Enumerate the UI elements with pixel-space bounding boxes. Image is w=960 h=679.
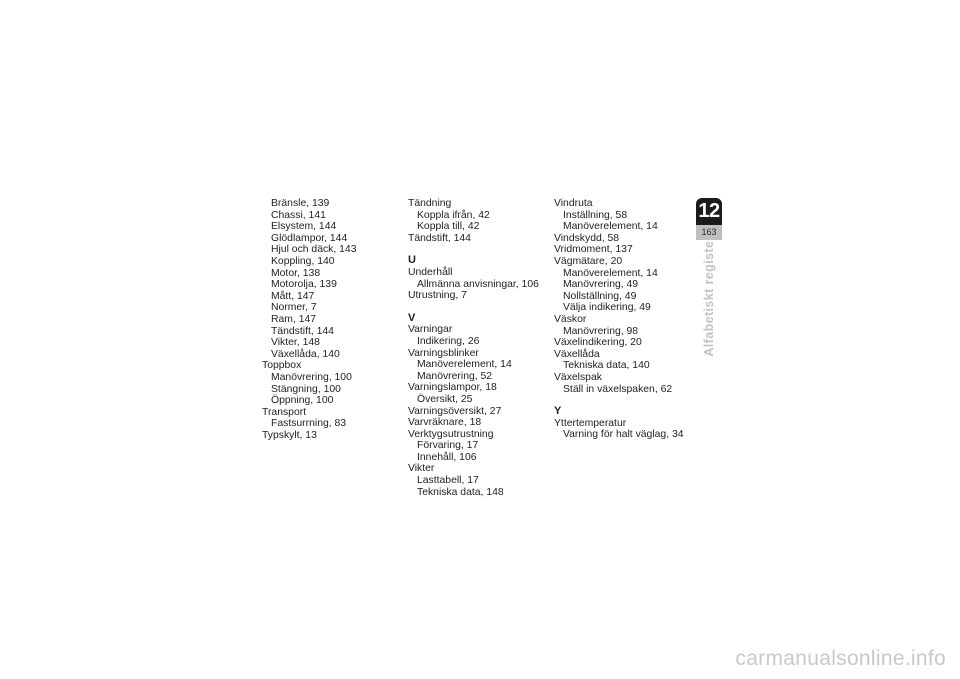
index-subentry: Elsystem, 144 bbox=[271, 221, 337, 233]
index-subentry: Indikering, 26 bbox=[417, 335, 480, 347]
index-subentry: Manöverelement, 14 bbox=[563, 221, 658, 233]
index-entry: Väskor bbox=[554, 313, 587, 325]
index-entry: Varvräknare, 18 bbox=[408, 417, 482, 429]
index-entry: Vägmätare, 20 bbox=[554, 255, 623, 267]
index-subentry: Ram, 147 bbox=[271, 313, 317, 325]
section-title-vertical: Alfabetiskt register bbox=[702, 235, 716, 357]
index-entry: Växelspak bbox=[554, 371, 602, 383]
index-entry: Varningar bbox=[408, 324, 453, 336]
index-entry: Varningsblinker bbox=[408, 347, 479, 359]
index-entry: Vridmoment, 137 bbox=[554, 244, 633, 256]
index-column-2 bbox=[408, 198, 544, 498]
index-subentry: Lasttabell, 17 bbox=[417, 475, 479, 487]
index-subentry: Översikt, 25 bbox=[417, 393, 473, 405]
index-subentry: Normer, 7 bbox=[271, 302, 317, 314]
index-subentry: Fastsurrning, 83 bbox=[271, 418, 347, 430]
index-entry: Tändning bbox=[408, 198, 452, 209]
index-column-1 bbox=[262, 198, 392, 441]
index-subentry: Bränsle, 139 bbox=[271, 198, 330, 209]
index-subentry: Manövrering, 52 bbox=[417, 370, 493, 382]
index-subentry: Ställ in växelspaken, 62 bbox=[563, 383, 673, 395]
index-subentry: Nollställning, 49 bbox=[563, 290, 637, 302]
chapter-tab bbox=[696, 198, 722, 240]
index-entry: Typskylt, 13 bbox=[262, 429, 317, 441]
index-subentry: Tekniska data, 148 bbox=[417, 486, 504, 498]
index-subentry: Manövrering, 100 bbox=[271, 371, 352, 383]
index-subentry: Öppning, 100 bbox=[271, 395, 334, 407]
index-subentry: Växellåda, 140 bbox=[271, 348, 340, 360]
page-number: 163 bbox=[696, 225, 722, 240]
index-subentry: Koppla ifrån, 42 bbox=[417, 209, 490, 221]
index-subentry: Manövrering, 49 bbox=[563, 279, 639, 291]
index-entry: Verktygsutrustning bbox=[408, 428, 494, 440]
index-entry: Varningslampor, 18 bbox=[408, 382, 497, 394]
index-letter-heading: V bbox=[408, 311, 416, 324]
index-subentry: Varning för halt väglag, 34 bbox=[563, 429, 684, 441]
index-entry: Växelindikering, 20 bbox=[554, 337, 642, 349]
index-subentry: Stängning, 100 bbox=[271, 383, 341, 395]
index-subentry: Hjul och däck, 143 bbox=[271, 244, 357, 256]
index-subentry: Manöverelement, 14 bbox=[563, 267, 658, 279]
index-letter-heading: Y bbox=[554, 405, 562, 418]
index-subentry: Motor, 138 bbox=[271, 267, 321, 279]
index-subentry: Manöverelement, 14 bbox=[417, 359, 512, 371]
index-subentry: Motorolja, 139 bbox=[271, 279, 337, 291]
index-entry: Vindskydd, 58 bbox=[554, 232, 620, 244]
index-entry: Utrustning, 7 bbox=[408, 290, 467, 302]
index-subentry: Förvaring, 17 bbox=[417, 440, 479, 452]
index-entry: Varningsöversikt, 27 bbox=[408, 405, 502, 417]
index-entry: Transport bbox=[262, 406, 307, 418]
index-subentry: Välja indikering, 49 bbox=[563, 302, 651, 314]
index-subentry: Tekniska data, 140 bbox=[563, 360, 650, 372]
index-entry: Vindruta bbox=[554, 198, 593, 209]
index-entry: Tändstift, 144 bbox=[408, 232, 471, 244]
index-subentry: Glödlampor, 144 bbox=[271, 232, 348, 244]
index-subentry: Chassi, 141 bbox=[271, 209, 326, 221]
index-subentry: Tändstift, 144 bbox=[271, 325, 334, 337]
index-entry: Toppbox bbox=[262, 360, 302, 372]
index-subentry: Inställning, 58 bbox=[563, 209, 628, 221]
index-column-3 bbox=[554, 198, 690, 441]
index-subentry: Mått, 147 bbox=[271, 290, 315, 302]
index-subentry: Koppla till, 42 bbox=[417, 221, 480, 233]
index-entry: Underhåll bbox=[408, 266, 453, 278]
watermark[interactable]: carmanualsonline.info bbox=[735, 647, 946, 670]
index-subentry: Vikter, 148 bbox=[271, 337, 320, 349]
index-subentry: Koppling, 140 bbox=[271, 255, 335, 267]
index-subentry: Allmänna anvisningar, 106 bbox=[417, 278, 539, 290]
index-subentry: Innehåll, 106 bbox=[417, 451, 477, 463]
index-subentry: Manövrering, 98 bbox=[563, 325, 639, 337]
index-entry: Vikter bbox=[408, 463, 435, 475]
index-letter-heading: U bbox=[408, 254, 416, 267]
index-entry: Yttertemperatur bbox=[554, 417, 627, 429]
chapter-number: 12 bbox=[696, 198, 722, 225]
index-entry: Växellåda bbox=[554, 348, 600, 360]
